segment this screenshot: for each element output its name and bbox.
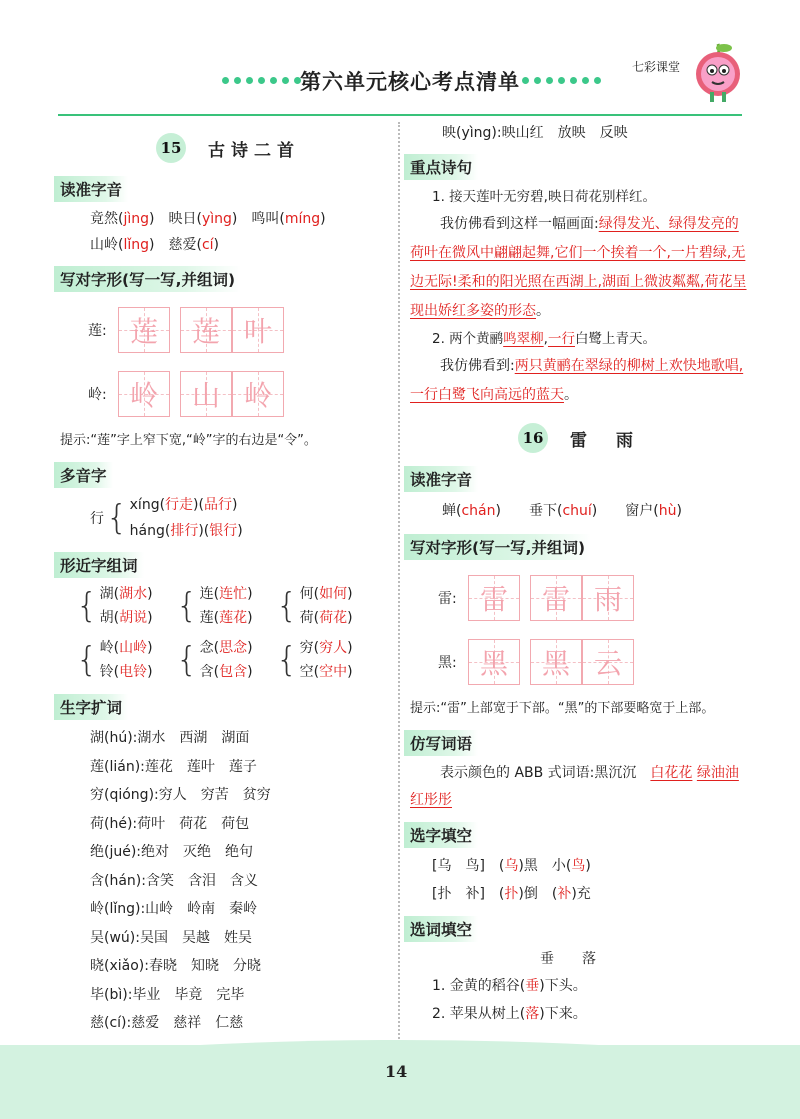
- similar-item: 念(思念): [199, 640, 253, 656]
- section-heading-poem: 重点诗句: [404, 154, 478, 180]
- right-column: [410, 122, 750, 1028]
- expand-item: 吴(wú):吴国 吴越 姓吴: [90, 929, 252, 946]
- write-grid-row: [438, 568, 750, 628]
- polyphone-group: [90, 492, 390, 544]
- word-options: 垂 落: [540, 951, 596, 967]
- column-divider: [398, 122, 400, 1042]
- expand-item: 荷(hé):荷叶 荷花 荷包: [90, 815, 250, 832]
- writing-cell: 山: [180, 371, 232, 417]
- write-label: 莲:: [88, 323, 107, 339]
- similar-item: 荷(荷花): [299, 610, 353, 626]
- section-heading-read: 读准字音: [404, 466, 478, 492]
- section-heading-expand: 生字扩词: [54, 694, 128, 720]
- brace-icon: {: [106, 498, 128, 538]
- write-label: 岭:: [88, 387, 107, 403]
- write-grid-row: [88, 300, 390, 360]
- lesson-number-badge: 16: [518, 423, 548, 453]
- footer-band: [0, 1045, 800, 1119]
- expand-item: 晓(xiǎo):春晓 知晓 分晓: [90, 958, 261, 974]
- similar-item: 岭(山岭): [99, 640, 153, 656]
- similar-row-2: [74, 636, 390, 684]
- polyphone-line: xíng(行走)(品行): [129, 497, 238, 513]
- brace-icon: {: [176, 586, 198, 626]
- writing-cell: 云: [582, 639, 634, 685]
- section-heading-choose-word: 选词填空: [404, 916, 478, 942]
- brace-icon: {: [76, 586, 98, 626]
- word-line: 2. 苹果从树上(落)下来。: [432, 1006, 587, 1022]
- writing-cell: 黑: [530, 639, 582, 685]
- section-heading-write: 写对字形(写一写,并组词): [404, 534, 591, 560]
- write-label: 雷:: [438, 591, 457, 607]
- expand-item: 含(hán):含笑 含泪 含义: [90, 872, 258, 889]
- header-dots-left: [222, 77, 301, 85]
- expand-item: 毕(bì):毕业 毕竟 完毕: [90, 986, 245, 1003]
- imagine-paragraph-1: 我仿佛看到这样一幅画面:绿得发光、绿得发亮的荷叶在微风中翩翩起舞,它们一个挨着一个,一片碧绿,无边无际!柔和的阳光照在西湖上,湖面上微波粼粼,荷花呈现出娇红多姿的形态。: [410, 216, 747, 319]
- expand-item: 莲(lián):莲花 莲叶 莲子: [90, 758, 257, 775]
- page-title: 第六单元核心考点清单: [300, 70, 520, 94]
- writing-tip: 提示:“雷”上部宽于下部。“黑”的下部要略宽于上部。: [410, 701, 715, 716]
- lesson-16-header: [518, 418, 750, 458]
- lesson-15-header: [156, 128, 390, 168]
- section-heading-read: 读准字音: [54, 176, 128, 202]
- poem-line-1: 1. 接天莲叶无穷碧,映日荷花别样红。: [432, 189, 656, 205]
- writing-cell: 岭: [118, 371, 170, 417]
- expand-item: 岭(lǐng):山岭 岭南 秦岭: [90, 901, 258, 917]
- lesson-number-badge: 15: [156, 133, 186, 163]
- writing-cell: 莲: [180, 307, 232, 353]
- similar-item: 胡(胡说): [99, 610, 153, 626]
- brace-icon: {: [276, 640, 298, 680]
- section-heading-choose-char: 选字填空: [404, 822, 478, 848]
- read-line-2: 山岭(lǐng) 慈爱(cí): [90, 237, 220, 253]
- page-header: [0, 0, 800, 120]
- similar-item: 莲(莲花): [199, 610, 253, 626]
- read-line: 蝉(chán) 垂下(chuí) 窗户(hù): [442, 503, 682, 519]
- choose-char-line: [扑 补] (扑)倒 (补)充: [432, 886, 591, 902]
- lesson-title: 雷 雨: [570, 430, 639, 451]
- brace-icon: {: [76, 640, 98, 680]
- write-label: 黑:: [438, 655, 457, 671]
- poem-line-2: 2. 两个黄鹂鸣翠柳,一行白鹭上青天。: [432, 331, 656, 347]
- imagine-paragraph-2: 我仿佛看到:两只黄鹂在翠绿的柳树上欢快地歌唱,一行白鹭飞向高远的蓝天。: [410, 358, 744, 403]
- similar-item: 穷(穷人): [299, 640, 353, 656]
- section-heading-similar: 形近字组词: [54, 552, 144, 578]
- apple-mascot-icon: [690, 40, 746, 106]
- section-heading-imitate: 仿写词语: [404, 730, 478, 756]
- expand-list: [60, 724, 390, 1038]
- writing-tip: 提示:“莲”字上窄下宽,“岭”字的右边是“令”。: [60, 433, 317, 448]
- writing-cell: 雷: [468, 575, 520, 621]
- writing-cell: 叶: [232, 307, 284, 353]
- expand-item: 映(yìng):映山红 放映 反映: [442, 125, 628, 141]
- similar-item: 空(空中): [299, 664, 353, 680]
- similar-item: 铃(电铃): [99, 664, 153, 680]
- section-heading-write: 写对字形(写一写,并组词): [54, 266, 241, 292]
- write-grid-row: [438, 632, 750, 692]
- brand-label: 七彩课堂: [632, 60, 681, 74]
- imitate-paragraph: 表示颜色的 ABB 式词语:黑沉沉 白花花 绿油油 红彤彤: [410, 765, 739, 808]
- expand-item: 慈(cí):慈爱 慈祥 仁慈: [90, 1015, 244, 1031]
- polyphone-line: háng(排行)(银行): [129, 523, 243, 539]
- expand-item: 穷(qióng):穷人 穷苦 贫穷: [90, 787, 271, 803]
- read-line-1: 竟然(jìng) 映日(yìng) 鸣叫(míng): [90, 211, 326, 227]
- similar-item: 何(如何): [299, 586, 353, 602]
- similar-row-1: [74, 582, 390, 630]
- expand-item: 绝(jué):绝对 灭绝 绝句: [90, 844, 254, 860]
- page-number: 14: [385, 1062, 408, 1081]
- header-dots-right: [522, 77, 601, 85]
- lesson-title: 古诗二首: [208, 140, 300, 161]
- expand-item: 湖(hú):湖水 西湖 湖面: [90, 730, 250, 746]
- writing-cell: 岭: [232, 371, 284, 417]
- writing-cell: 黑: [468, 639, 520, 685]
- section-heading-polyphone: 多音字: [54, 462, 113, 488]
- word-line: 1. 金黄的稻谷(垂)下头。: [432, 978, 587, 994]
- left-column: [60, 122, 390, 1038]
- polyphone-char: 行: [90, 511, 104, 527]
- brace-icon: {: [176, 640, 198, 680]
- writing-cell: 雨: [582, 575, 634, 621]
- brace-icon: {: [276, 586, 298, 626]
- header-rule: [58, 114, 742, 116]
- similar-item: 湖(湖水): [99, 586, 153, 602]
- writing-cell: 莲: [118, 307, 170, 353]
- similar-item: 含(包含): [199, 664, 253, 680]
- choose-char-line: [乌 鸟] (乌)黑 小(鸟): [432, 858, 591, 874]
- write-grid-row: [88, 364, 390, 424]
- writing-cell: 雷: [530, 575, 582, 621]
- similar-item: 连(连忙): [199, 586, 253, 602]
